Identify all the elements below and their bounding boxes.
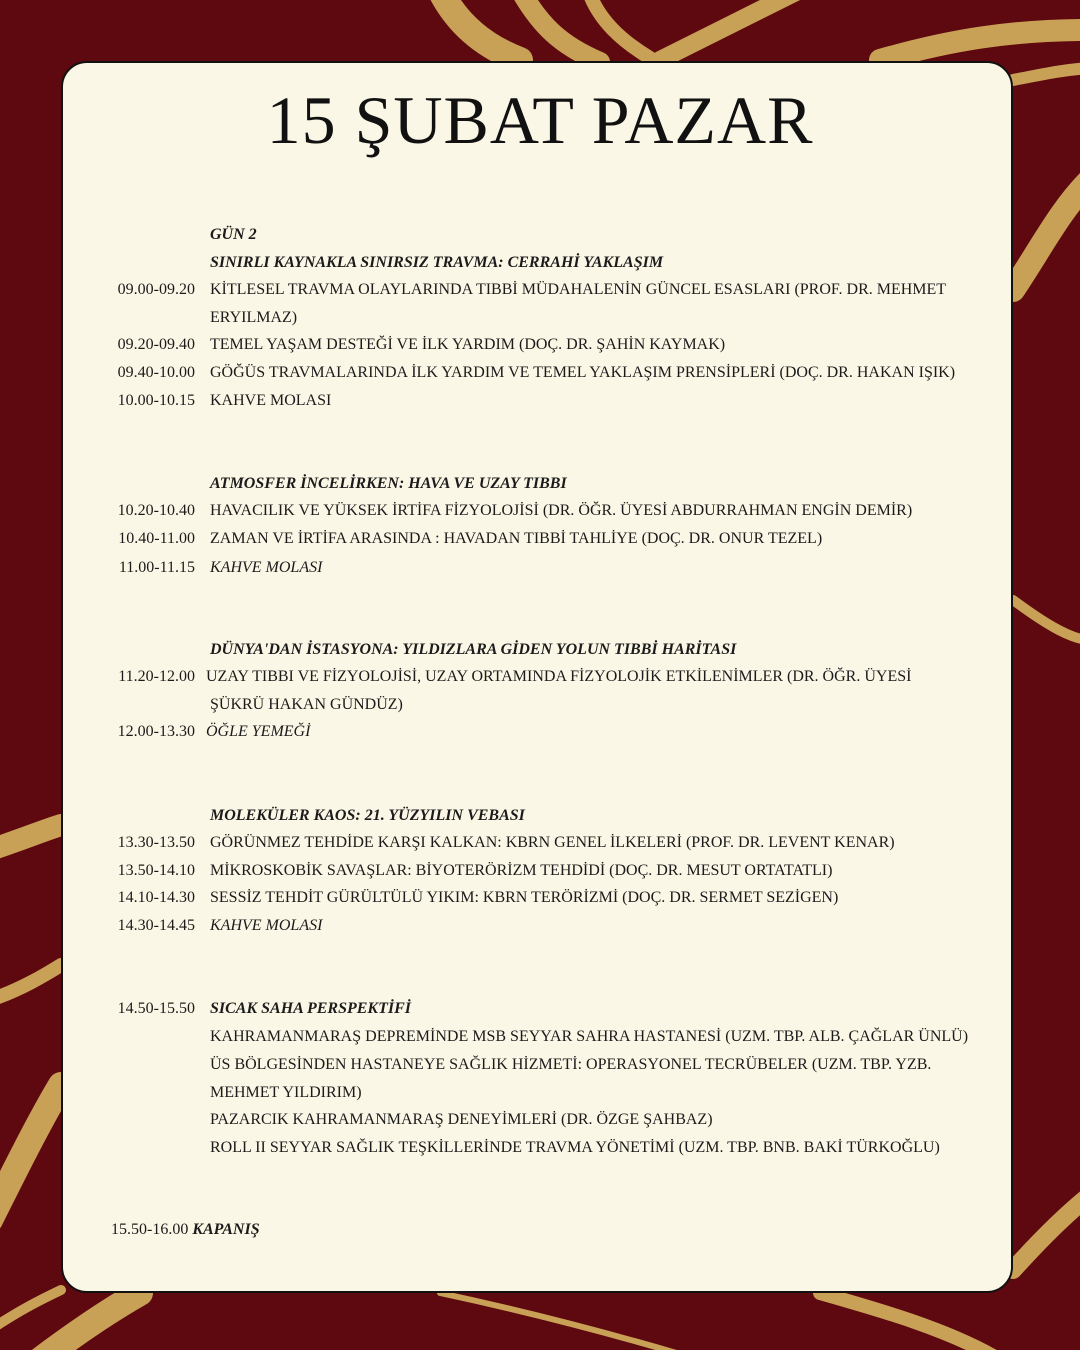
closing-time: 15.50-16.00 <box>111 1221 189 1238</box>
session-title-continued: ŞÜKRÜ HAKAN GÜNDÜZ) <box>210 696 403 713</box>
page-title: 15 ŞUBAT PAZAR <box>266 82 814 158</box>
session-title: TEMEL YAŞAM DESTEĞİ VE İLK YARDIM (DOÇ. DR. ŞAHİN KAYMAK) <box>210 336 726 353</box>
session-title: UZAY TIBBI VE FİZYOLOJİSİ, UZAY ORTAMINDA FİZYOLOJİK ETKİLENİMLER (DR. ÖĞR. ÜYESİ <box>206 668 912 685</box>
session-time: 11.00-11.15 <box>118 559 195 576</box>
session-title: ÜS BÖLGESİNDEN HASTANEYE SAĞLIK HİZMETİ: OPERASYONEL TECRÜBELER (UZM. TBP. YZB. <box>210 1056 932 1073</box>
session-title: GÖRÜNMEZ TEHDİDE KARŞI KALKAN: KBRN GENEL İLKELERİ (PROF. DR. LEVENT KENAR) <box>210 834 895 851</box>
session-title: MİKROSKOBİK SAVAŞLAR: BİYOTERÖRİZM TEHDİDİ (DOÇ. DR. MESUT ORTATATLI) <box>210 862 833 879</box>
coffee-break: KAHVE MOLASI <box>210 392 332 409</box>
session-title: KAHRAMANMARAŞ DEPREMİNDE MSB SEYYAR SAHRA HASTANESİ (UZM. TBP. ALB. ÇAĞLAR ÜNLÜ) <box>210 1028 969 1045</box>
day-label: GÜN 2 <box>210 226 257 243</box>
session-time: 14.10-14.30 <box>117 889 195 906</box>
session-title: ROLL II SEYYAR SAĞLIK TEŞKİLLERİNDE TRAVMA YÖNETİMİ (UZM. TBP. BNB. BAKİ TÜRKOĞLU) <box>210 1139 940 1156</box>
session-title: KİTLESEL TRAVMA OLAYLARINDA TIBBİ MÜDAHALENİN GÜNCEL ESASLARI (PROF. DR. MEHMET <box>210 281 947 298</box>
session-time: 10.00-10.15 <box>117 392 195 409</box>
session-time: 09.00-09.20 <box>117 281 195 298</box>
section-heading: ATMOSFER İNCELİRKEN: HAVA VE UZAY TIBBI <box>210 475 567 492</box>
coffee-break: KAHVE MOLASI <box>210 559 323 576</box>
session-time: 11.20-12.00 <box>118 668 195 685</box>
session-time: 10.20-10.40 <box>117 502 195 519</box>
section-heading: SINIRLI KAYNAKLA SINIRSIZ TRAVMA: CERRAHİ YAKLAŞIM <box>210 254 664 271</box>
section-heading: MOLEKÜLER KAOS: 21. YÜZYILIN VEBASI <box>210 807 525 824</box>
session-title: GÖĞÜS TRAVMALARINDA İLK YARDIM VE TEMEL YAKLAŞIM PRENSİPLERİ (DOÇ. DR. HAKAN IŞIK) <box>210 364 956 381</box>
session-title: HAVACILIK VE YÜKSEK İRTİFA FİZYOLOJİSİ (DR. ÖĞR. ÜYESİ ABDURRAHMAN ENGİN DEMİR) <box>210 502 913 519</box>
session-time: 14.50-15.50 <box>117 1000 195 1017</box>
session-time: 10.40-11.00 <box>118 530 195 547</box>
session-time: 09.20-09.40 <box>117 336 195 353</box>
session-title-continued: ERYILMAZ) <box>210 309 298 326</box>
lunch-break: ÖĞLE YEMEĞİ <box>206 723 311 740</box>
coffee-break: KAHVE MOLASI <box>210 917 323 934</box>
section-heading: DÜNYA'DAN İSTASYONA: YILDIZLARA GİDEN YOLUN TIBBİ HARİTASI <box>210 641 737 658</box>
closing-line <box>111 1216 260 1244</box>
session-title: SESSİZ TEHDİT GÜRÜLTÜLÜ YIKIM: KBRN TERÖRİZMİ (DOÇ. DR. SERMET SEZİGEN) <box>210 889 839 906</box>
session-time: 12.00-13.30 <box>117 723 195 740</box>
session-time: 14.30-14.45 <box>117 917 195 934</box>
session-title: PAZARCIK KAHRAMANMARAŞ DENEYİMLERİ (DR. ÖZGE ŞAHBAZ) <box>210 1111 713 1128</box>
session-time: 09.40-10.00 <box>117 364 195 381</box>
session-title-continued: MEHMET YILDIRIM) <box>210 1084 362 1101</box>
session-time: 13.30-13.50 <box>117 834 195 851</box>
closing-label: KAPANIŞ <box>192 1221 260 1238</box>
section-heading: SICAK SAHA PERSPEKTİFİ <box>210 1000 411 1017</box>
session-title: ZAMAN VE İRTİFA ARASINDA : HAVADAN TIBBİ TAHLİYE (DOÇ. DR. ONUR TEZEL) <box>210 530 823 547</box>
session-time: 13.50-14.10 <box>117 862 195 879</box>
